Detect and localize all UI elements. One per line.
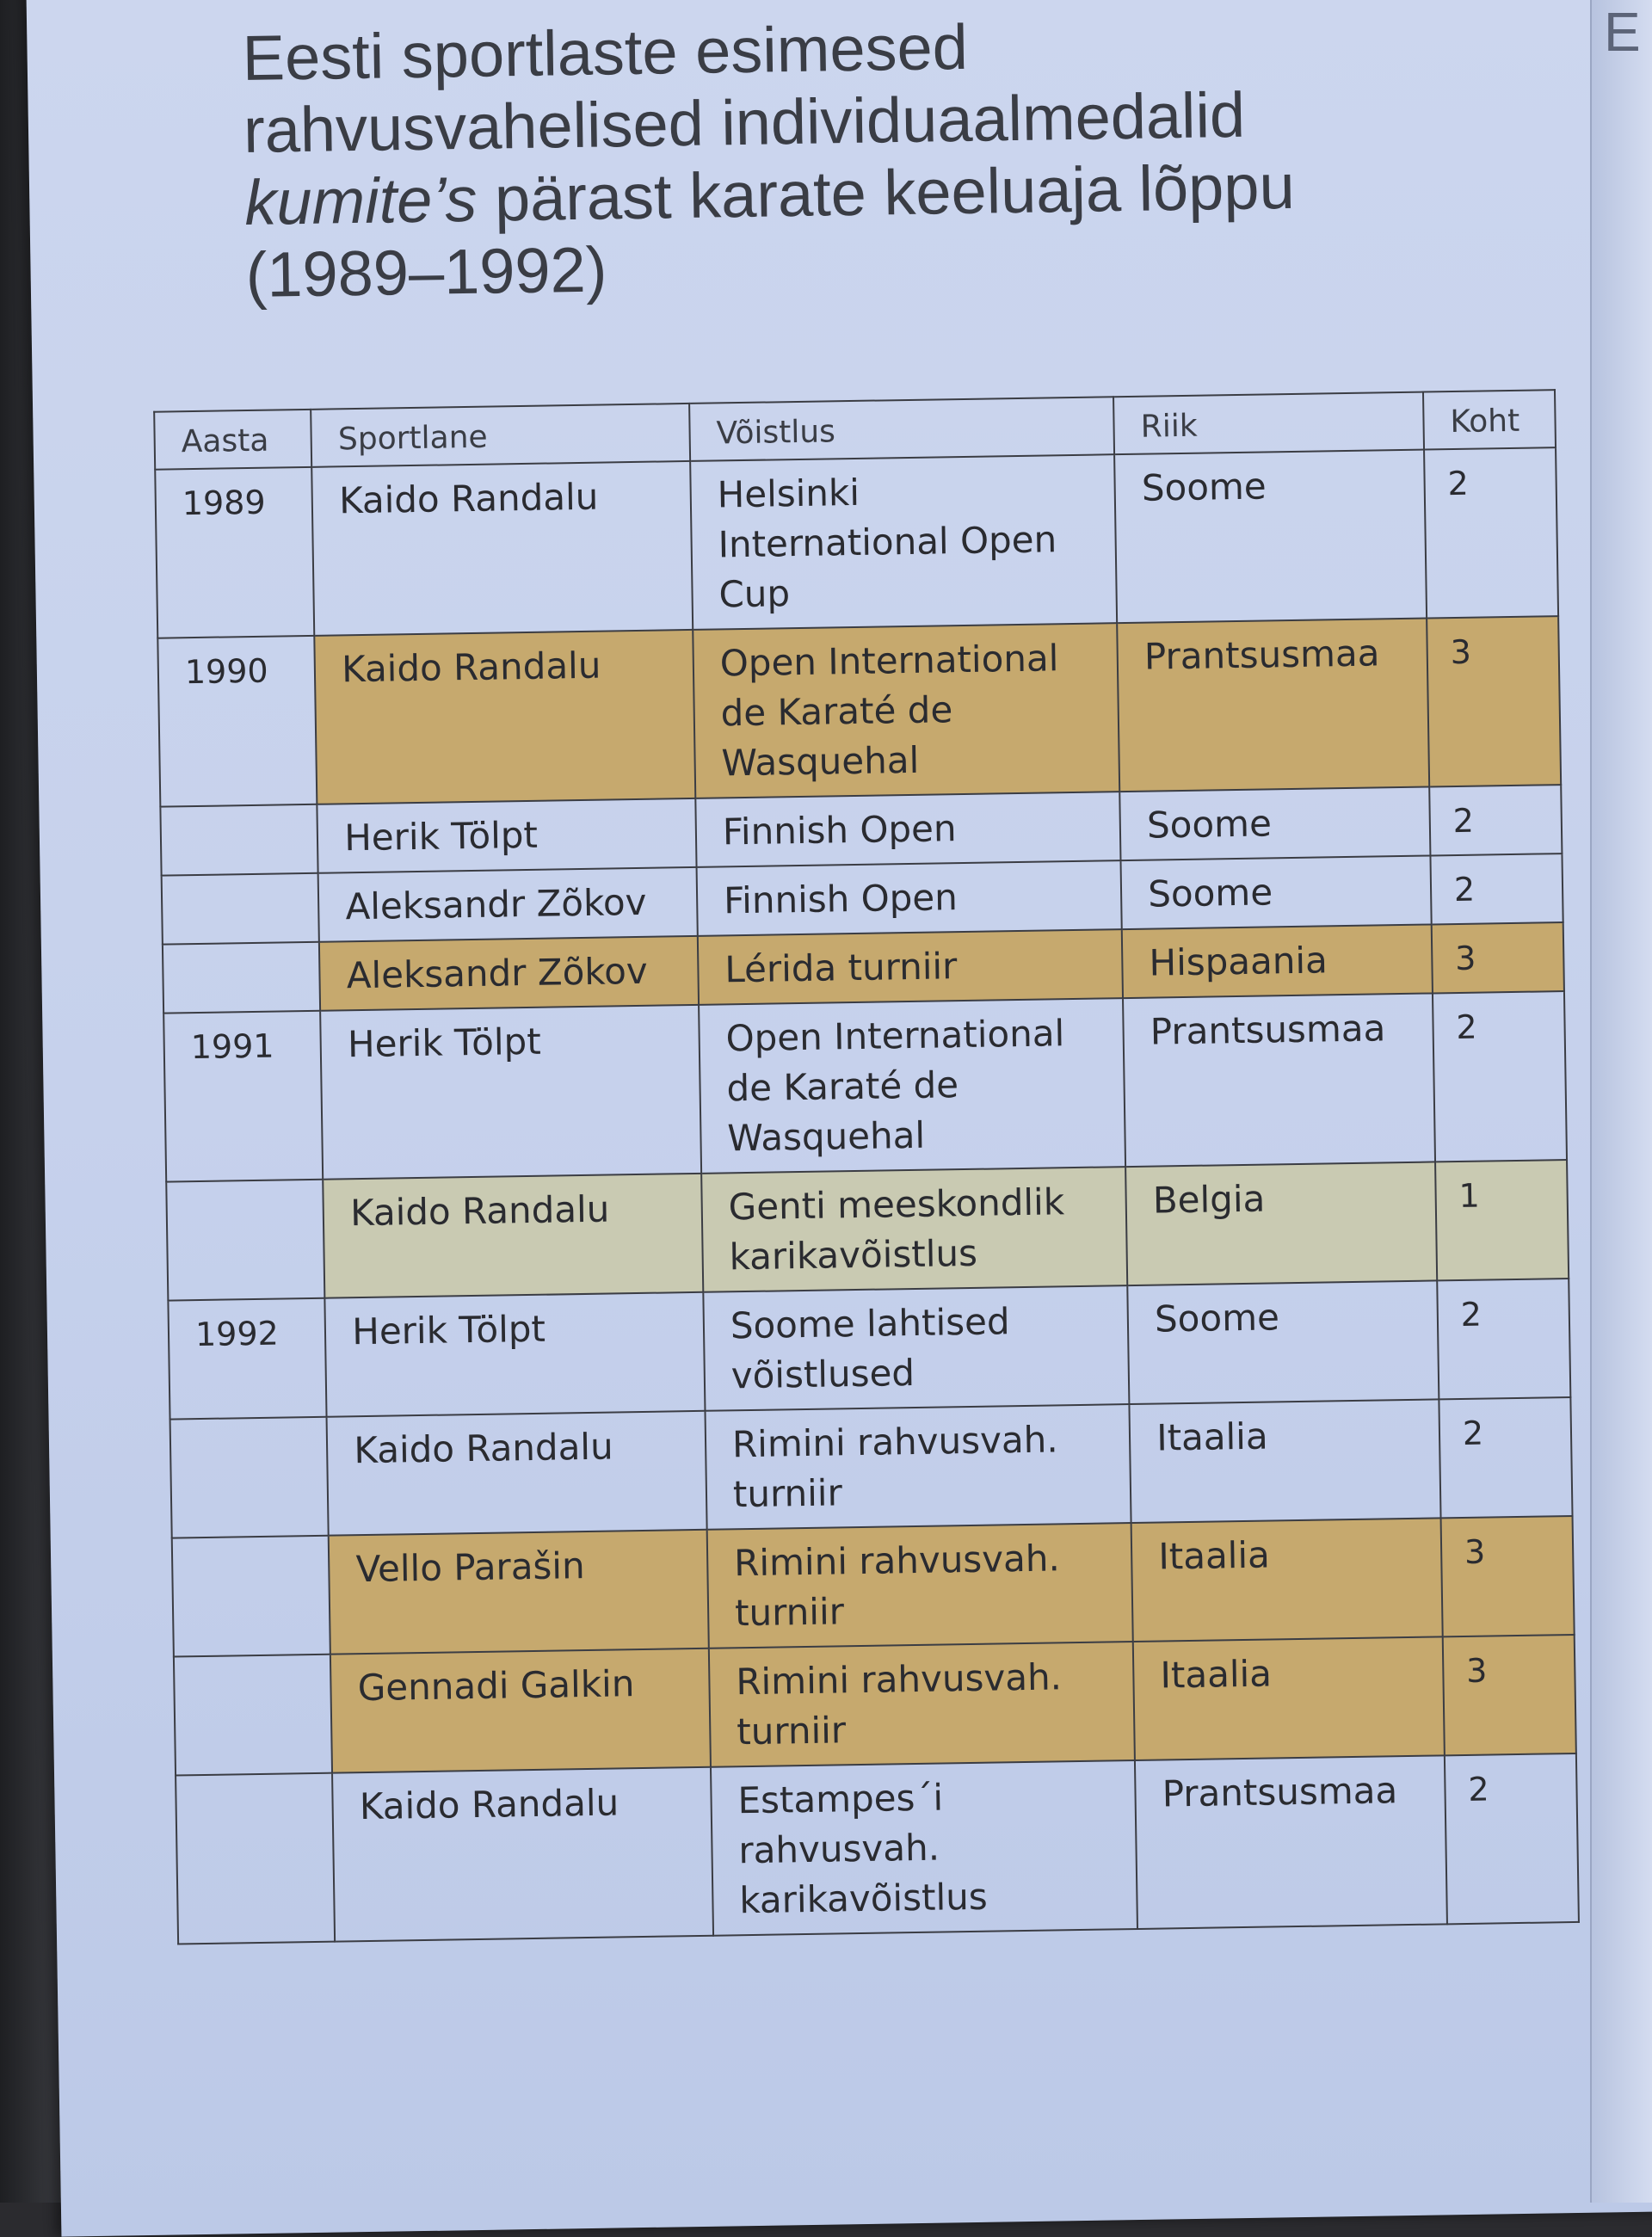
table-cell-athlete: Herik Tölpt	[320, 1005, 701, 1180]
table-cell-place: 2	[1430, 854, 1563, 924]
table-row	[170, 1397, 1573, 1538]
table-cell-competition: Rimini rahvusvah. turniir	[709, 1642, 1135, 1767]
table-cell-country: Prantsusmaa	[1135, 1755, 1447, 1929]
table-row	[155, 447, 1558, 638]
medals-table	[153, 389, 1580, 1944]
table-cell-country: Prantsusmaa	[1123, 993, 1435, 1167]
table-cell-athlete: Kaido Randalu	[327, 1411, 707, 1536]
table-cell-competition: Estampes´i rahvusvah. karikavõistlus	[711, 1760, 1137, 1936]
table-cell-competition: Helsinki International Open Cup	[690, 454, 1117, 630]
table-row	[157, 616, 1561, 807]
next-page-letter: E	[1604, 1, 1641, 63]
table-cell-athlete: Aleksandr Zõkov	[319, 936, 699, 1011]
table-cell-country: Soome	[1119, 786, 1430, 860]
header-place: Koht	[1423, 390, 1556, 449]
table-cell-place: 3	[1443, 1635, 1576, 1755]
table-cell-competition: Finnish Open	[696, 860, 1121, 936]
table-cell-country: Belgia	[1125, 1162, 1437, 1285]
table-cell-year	[163, 942, 321, 1014]
table-cell-competition: Rimini rahvusvah. turniir	[705, 1404, 1131, 1530]
table-cell-athlete: Herik Tölpt	[325, 1292, 706, 1417]
header-athlete: Sportlane	[311, 404, 690, 467]
table-cell-athlete: Vello Parašin	[329, 1530, 709, 1655]
table-cell-athlete: Kaido Randalu	[315, 630, 696, 804]
table-cell-year	[170, 1417, 329, 1538]
title-italic-word: kumite’s	[243, 163, 478, 239]
table-cell-country: Soome	[1121, 855, 1432, 929]
table-row	[176, 1753, 1579, 1944]
table-cell-competition: Genti meeskondlik karikavõistlus	[701, 1167, 1127, 1292]
table-cell-place: 3	[1440, 1516, 1574, 1636]
table-cell-place: 1	[1435, 1160, 1569, 1280]
table-cell-place: 2	[1439, 1397, 1572, 1518]
table-cell-year: 1990	[157, 636, 317, 807]
table-cell-country: Soome	[1127, 1280, 1439, 1404]
table-cell-place: 3	[1432, 922, 1564, 993]
table-cell-athlete: Kaido Randalu	[332, 1767, 713, 1942]
table-cell-country: Itaalia	[1130, 1399, 1441, 1523]
table-cell-place: 3	[1427, 616, 1561, 786]
table-cell-place: 2	[1437, 1279, 1570, 1399]
table-row	[174, 1635, 1576, 1776]
table-cell-year: 1991	[163, 1011, 323, 1182]
table-row	[166, 1160, 1569, 1301]
table-cell-place: 2	[1424, 447, 1558, 618]
table-cell-year: 1989	[155, 467, 314, 638]
table-cell-year	[160, 804, 318, 876]
title-line-3-rest: pärast karate keeluaja lõppu	[476, 150, 1296, 235]
table-cell-year	[176, 1773, 335, 1944]
table-cell-competition: Soome lahtised võistlused	[703, 1285, 1129, 1411]
title-line-2: rahvusvahelised individuaalmedalid	[243, 78, 1246, 167]
table-row	[163, 991, 1567, 1182]
table-cell-year: 1992	[168, 1298, 326, 1420]
table-cell-place: 2	[1445, 1753, 1579, 1924]
table-cell-competition: Rimini rahvusvah. turniir	[707, 1523, 1133, 1648]
table-cell-place: 2	[1433, 991, 1567, 1162]
header-country: Riik	[1113, 392, 1424, 455]
table-cell-country: Itaalia	[1133, 1636, 1445, 1760]
table-cell-country: Soome	[1114, 450, 1427, 624]
table-cell-country: Itaalia	[1131, 1518, 1443, 1642]
table-cell-country: Hispaania	[1122, 924, 1433, 998]
table-cell-year	[174, 1655, 332, 1776]
table-body	[155, 447, 1579, 1944]
table-cell-competition: Finnish Open	[695, 792, 1120, 867]
table-cell-athlete: Gennadi Galkin	[330, 1648, 711, 1773]
table-row	[172, 1516, 1575, 1657]
table-cell-competition: Open International de Karaté de Wasquehal	[693, 623, 1119, 798]
next-page-edge	[1590, 0, 1652, 2203]
table-cell-year	[162, 873, 320, 945]
table-row	[168, 1279, 1570, 1420]
table-cell-competition: Lérida turniir	[698, 929, 1123, 1005]
table-cell-country: Prantsusmaa	[1117, 619, 1429, 792]
header-year: Aasta	[154, 410, 311, 470]
header-competition: Võistlus	[689, 397, 1114, 461]
page-title	[242, 3, 1537, 312]
table-cell-place: 2	[1429, 785, 1562, 855]
book-page	[26, 0, 1652, 2237]
table-cell-competition: Open International de Karaté de Wasquehal	[699, 998, 1125, 1174]
table-cell-year	[166, 1180, 324, 1301]
table-cell-athlete: Kaido Randalu	[311, 461, 693, 636]
table-cell-athlete: Herik Tölpt	[317, 798, 697, 873]
table-cell-athlete: Kaido Randalu	[323, 1174, 703, 1298]
table-cell-year	[172, 1536, 330, 1657]
title-line-1: Eesti sportlaste esimesed	[242, 10, 969, 95]
title-line-4: (1989–1992)	[245, 233, 607, 311]
table-cell-athlete: Aleksandr Zõkov	[318, 867, 698, 942]
